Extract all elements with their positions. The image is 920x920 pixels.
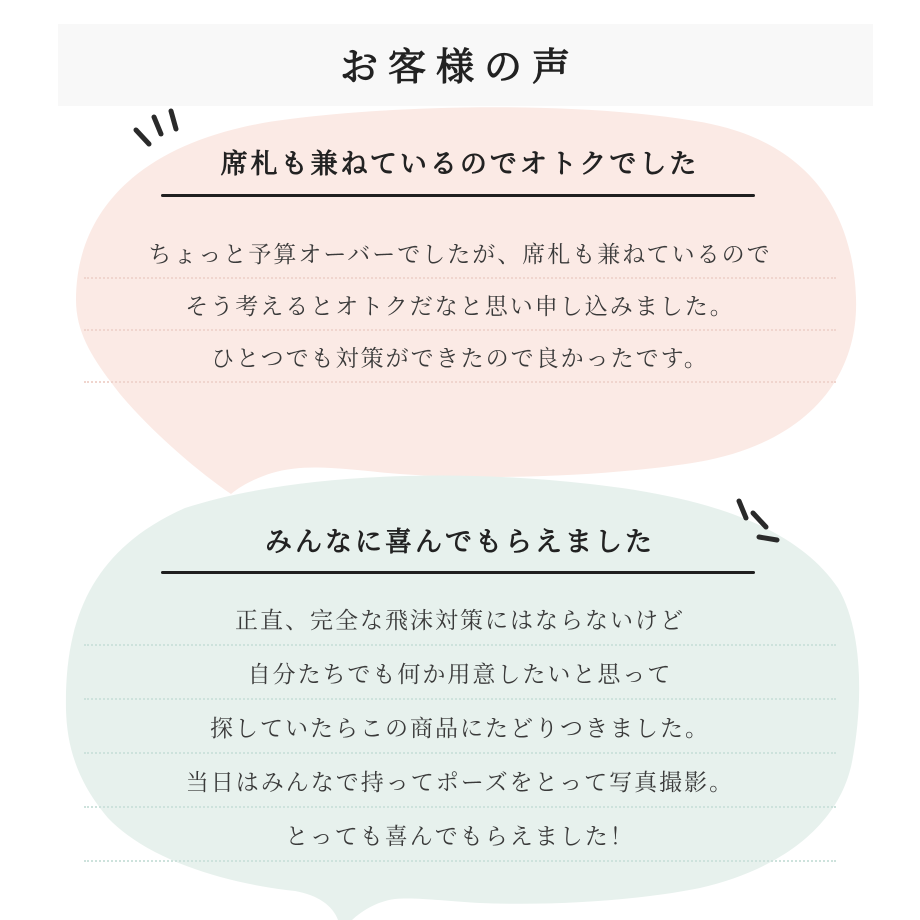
testimonial-1-title-underline xyxy=(161,194,755,197)
testimonial-1-title: 席札も兼ねているのでオトクでした xyxy=(220,149,700,180)
testimonial-2-line: 正直、完全な飛沫対策にはならないけど xyxy=(84,592,836,646)
testimonial-2-line: 探していたらこの商品にたどりつきました。 xyxy=(84,700,836,754)
testimonial-2-line: 当日はみんなで持ってポーズをとって写真撮影。 xyxy=(84,754,836,808)
testimonial-2-body xyxy=(84,592,836,862)
testimonial-1-line: ちょっと予算オーバーでしたが、席札も兼ねているので xyxy=(84,227,836,279)
testimonial-2-line: とっても喜んでもらえました！ xyxy=(84,808,836,862)
testimonial-1-line: そう考えるとオトクだなと思い申し込みました。 xyxy=(84,279,836,331)
testimonial-1-body xyxy=(84,227,836,383)
testimonial-2-title-underline xyxy=(161,571,755,574)
testimonial-2-line: 自分たちでも何か用意したいと思って xyxy=(84,646,836,700)
testimonial-2-title: みんなに喜んでもらえました xyxy=(265,527,655,558)
page-title: お客様の声 xyxy=(339,45,580,89)
emphasis-marks-pink-icon xyxy=(136,111,176,144)
testimonial-1-line: ひとつでも対策ができたので良かったです。 xyxy=(84,331,836,383)
